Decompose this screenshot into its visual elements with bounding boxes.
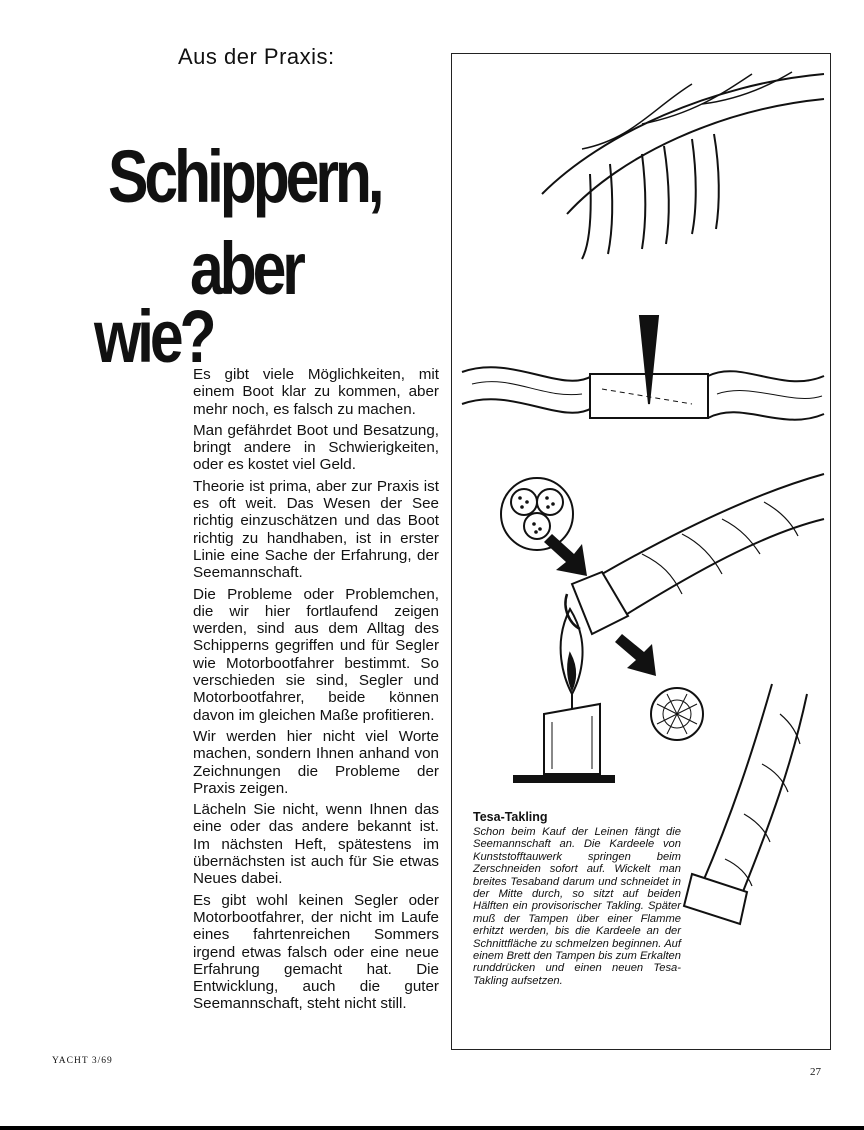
arrow-icon	[544, 534, 587, 576]
paragraph: Theorie ist prima, aber zur Praxis ist es oft weit. Das Wesen der See richtig einzuschätzen und das Boot richtig zu handhaben, ist in erster Linie eine Sache der Erfahrung, der Seemannschaft.	[193, 477, 439, 582]
paragraph: Es gibt wohl keinen Segler oder Motorbootfahrer, der nicht im Laufe eines fahrtenreichen Sommers irgend etwas falsch oder eine neue Erfahrung gemacht hat. Die Entwicklung, auch die guter Seemannschaft, steht nicht still.	[193, 891, 439, 1013]
bottom-rule	[0, 1126, 864, 1130]
headline-line-3: wie?	[94, 295, 213, 378]
paragraph: Wir werden hier nicht viel Worte machen, sondern Ihnen anhand von Zeichnungen die Probleme der Praxis zeigen.	[193, 727, 439, 797]
paragraph: Die Probleme oder Problemchen, die wir hier fortlaufend zeigen werden, sind aus dem Alltag des Schipperns gegriffen und für Segler wie Motorbootfahrer bestimmt. So verschieden sie sind, Segler und Motorbootfahrer, beide können davon im gleichen Maße profitieren.	[193, 585, 439, 724]
article-body	[193, 366, 439, 1017]
caption-title: Tesa-Takling	[473, 810, 548, 824]
rope-cross-section-icon	[501, 478, 573, 550]
candle-flame-icon	[514, 609, 614, 782]
footer-publication: YACHT 3/69	[52, 1056, 113, 1066]
headline-line-2: aber	[190, 227, 302, 310]
taped-rope-cut-icon	[462, 316, 824, 420]
kicker: Aus der Praxis:	[178, 44, 335, 69]
headline-line-1: Schippern,	[108, 135, 381, 218]
melted-cross-section-icon	[651, 688, 703, 740]
frayed-rope-icon	[542, 72, 824, 259]
caption	[473, 810, 681, 987]
paragraph: Es gibt viele Möglichkeiten, mit einem Boot klar zu kommen, aber mehr noch, es falsch zu machen.	[193, 366, 439, 418]
page-number: 27	[810, 1066, 821, 1078]
taped-rope-end-icon	[565, 474, 824, 634]
paragraph: Lächeln Sie nicht, wenn Ihnen das eine oder das andere bekannt ist. Im nächsten Heft, spätestens im übernächsten ist auch für Sie etwas Neues dabei.	[193, 801, 439, 888]
caption-text: Schon beim Kauf der Leinen fängt die Seemannschaft an. Die Kardeele von Kunststofftauwerk springen beim Zerschneiden sofort auf. Wickelt man breites Tesaband darum und schneidet in der Mitte durch, so sitzt auf beiden Hälften ein provisorischer Takling. Später muß der Tampen über einer Flamme erhitzt werden, bis die Kardeele an der Schnittfläche zu schmelzen beginnen. Auf einem Brett den Tampen bis zum Erkalten runddrücken und einen neuen Tesa-Takling aufsetzen.	[473, 826, 681, 987]
paragraph: Man gefährdet Boot und Besatzung, bringt andere in Schwierigkeiten, oder es kostet viel Geld.	[193, 421, 439, 474]
arrow-icon	[615, 634, 656, 676]
